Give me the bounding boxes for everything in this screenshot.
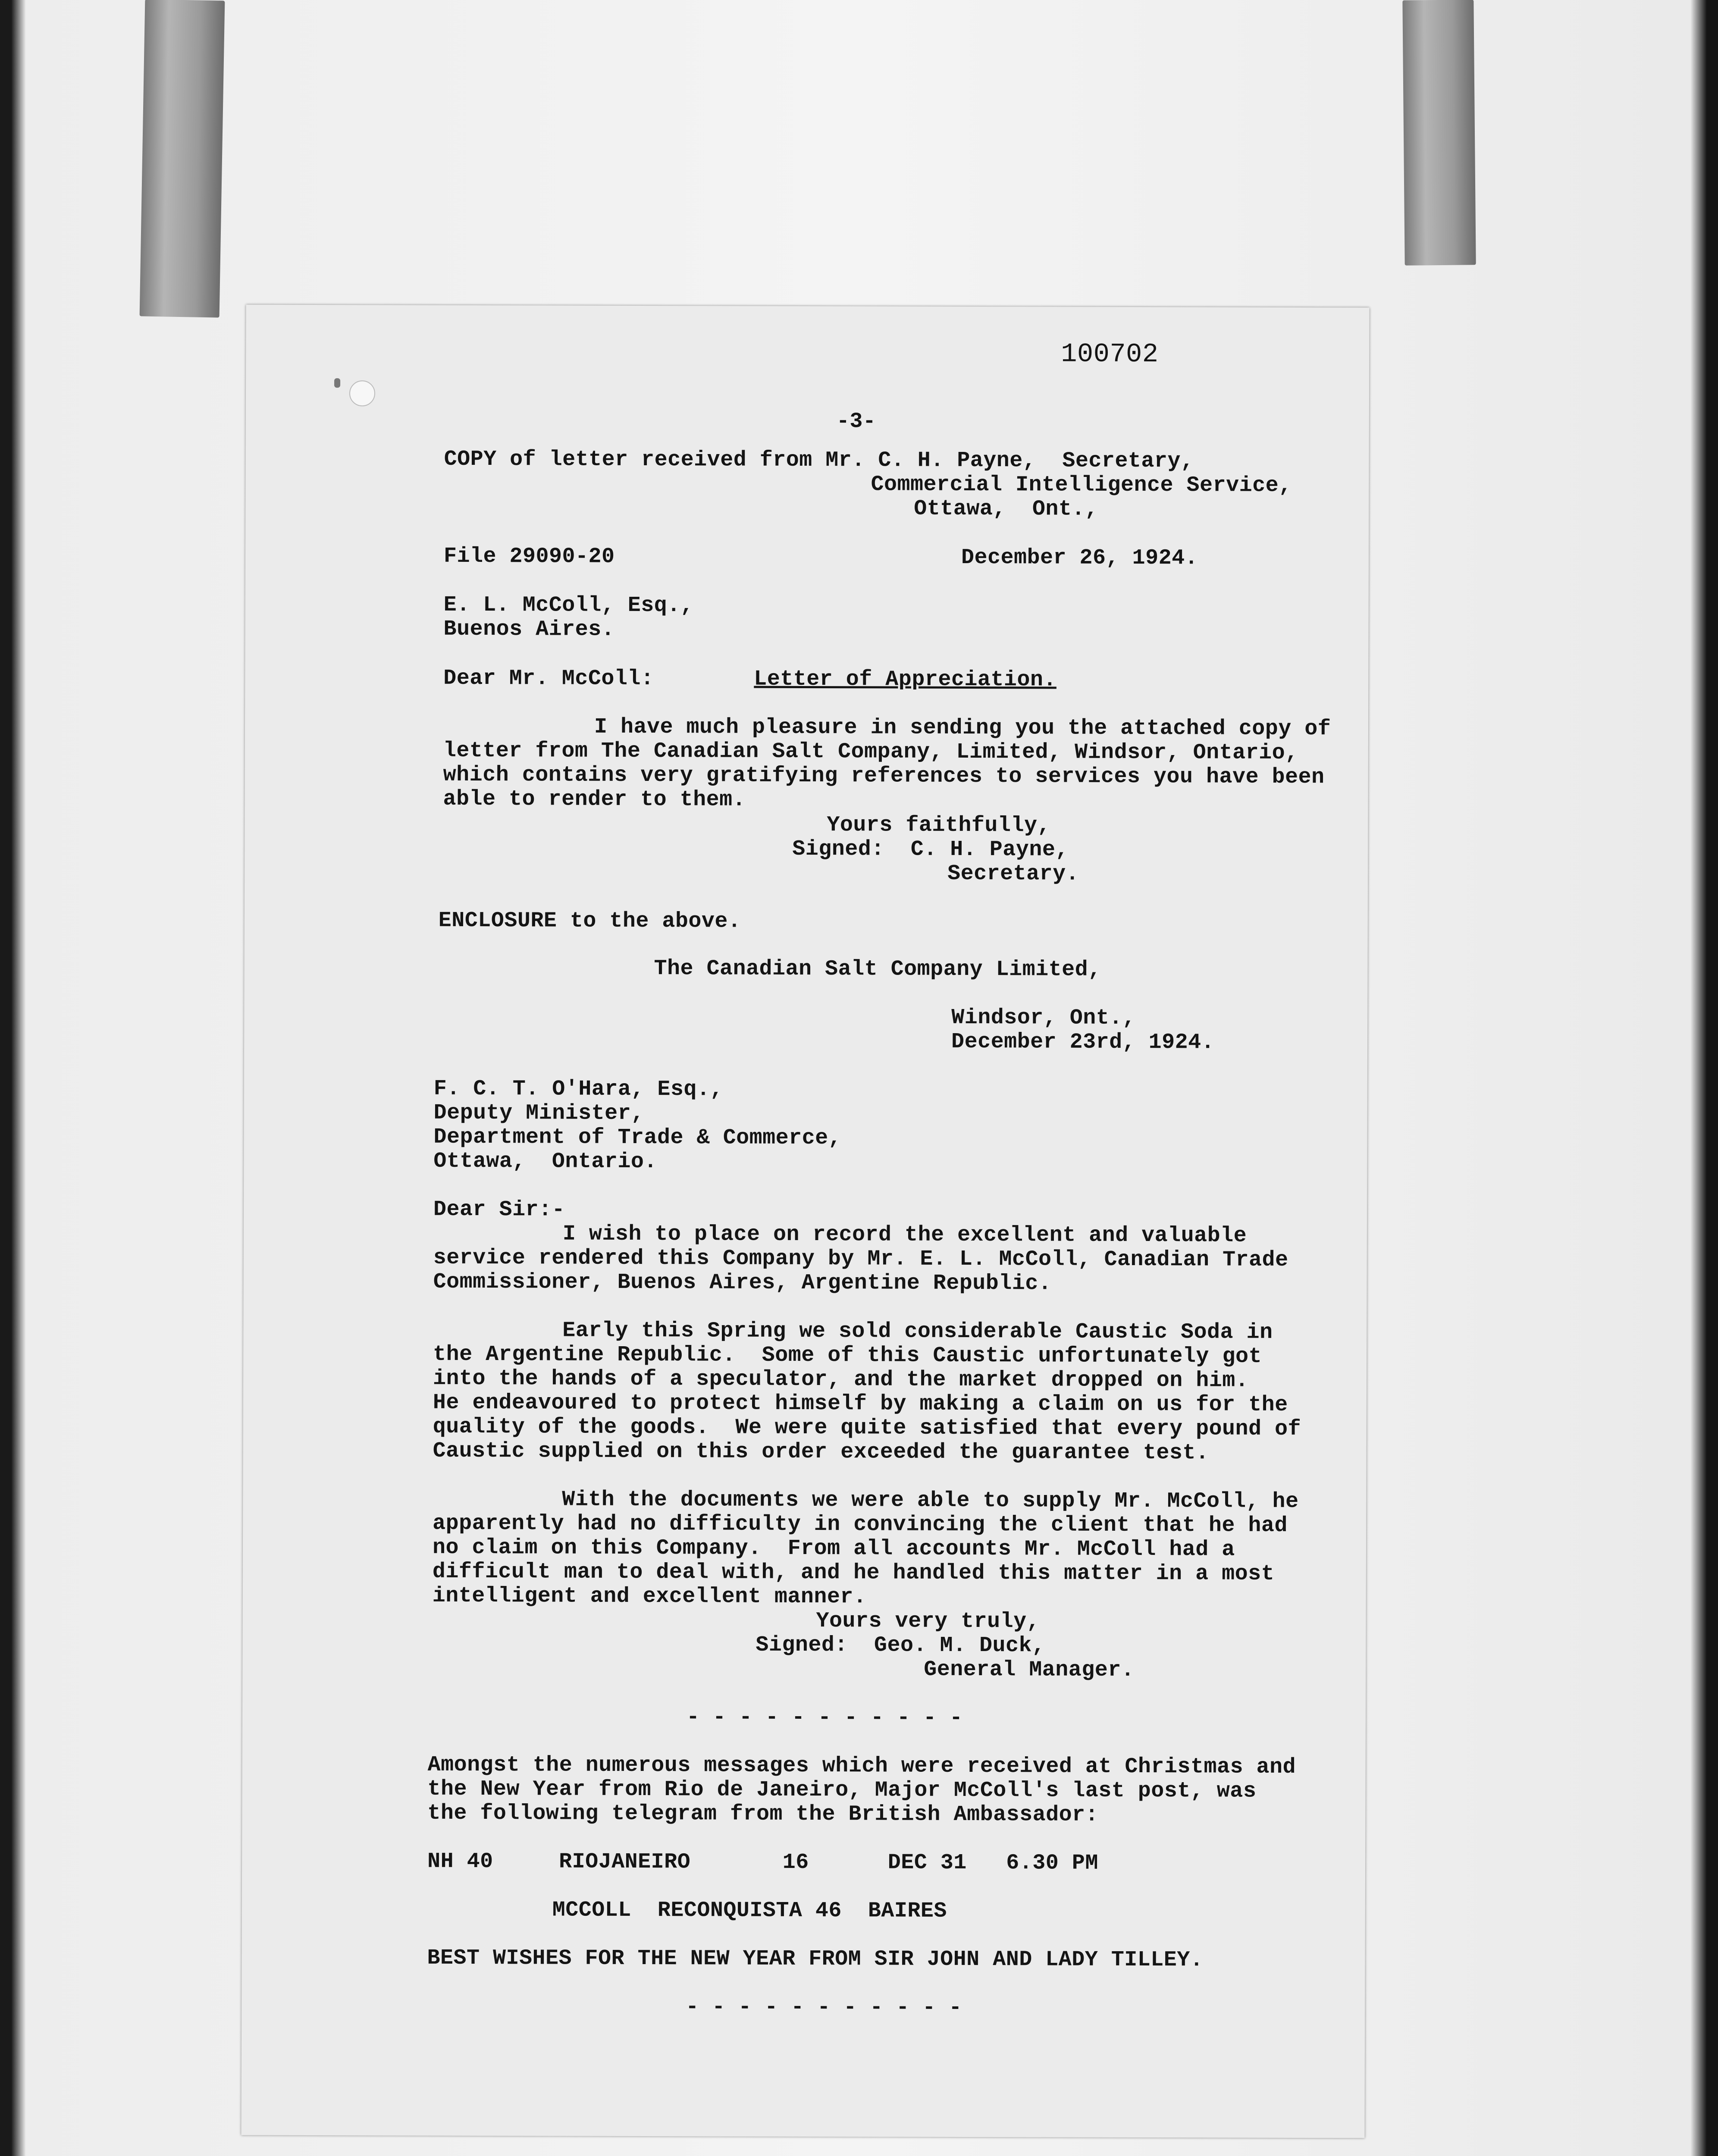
ink-mark: [334, 378, 340, 388]
text-line: apparently had no difficulty in convincing the client that he had: [433, 1511, 1288, 1538]
letter-page: [241, 305, 1369, 2138]
text-line: I wish to place on record the excellent and valuable: [562, 1222, 1247, 1248]
text-line: Amongst the numerous messages which were received at Christmas and: [427, 1752, 1296, 1780]
text-line: I have much pleasure in sending you the attached copy of: [594, 714, 1331, 742]
text-line: COPY of letter received from Mr. C. H. Payne, Secretary,: [444, 447, 1194, 474]
text-line: which contains very gratifying references to services you have been: [443, 762, 1325, 790]
tape-strip-top-right: [1402, 0, 1476, 266]
text-line: Buenos Aires.: [443, 617, 615, 642]
text-line: Commercial Intelligence Service,: [871, 472, 1292, 498]
text-line: letter from The Canadian Salt Company, Limited, Windsor, Ontario,: [443, 738, 1298, 765]
salutation: Dear Mr. McColl:: [443, 666, 654, 692]
dashed-separator: - - - - - - - - - - -: [686, 1705, 963, 1730]
telegram-header: NH 40 RIOJANEIRO 16 DEC 31 6.30 PM: [427, 1849, 1098, 1876]
text-line: the following telegram from the British Ambassador:: [427, 1801, 1099, 1827]
text-line: Early this Spring we sold considerable Caustic Soda in: [562, 1318, 1273, 1345]
text-line: the New Year from Rio de Janeiro, Major McColl's last post, was: [427, 1777, 1257, 1804]
text-line: able to render to them.: [443, 787, 746, 812]
file-number: File 29090-20: [443, 544, 615, 569]
document-number: 100702: [1061, 338, 1159, 370]
text-line: Signed: C. H. Payne,: [792, 837, 1069, 862]
text-line: Caustic supplied on this order exceeded the guarantee test.: [433, 1438, 1209, 1466]
text-line: Yours faithfully,: [827, 813, 1051, 838]
text-line: Secretary.: [947, 861, 1079, 887]
text-line: quality of the goods. We were quite satisfied that every pound of: [433, 1414, 1301, 1442]
text-line: Department of Trade & Commerce,: [433, 1125, 842, 1151]
text-line: Deputy Minister,: [433, 1100, 644, 1126]
punch-hole: [349, 380, 375, 406]
text-line: Ottawa, Ontario.: [433, 1149, 658, 1175]
text-line: service rendered this Company by Mr. E. L. McColl, Canadian Trade: [433, 1245, 1288, 1272]
letter-subject: Letter of Appreciation.: [754, 667, 1057, 693]
tape-strip-top-left: [140, 0, 225, 318]
text-line: Yours very truly,: [816, 1609, 1040, 1634]
salutation: Dear Sir:-: [433, 1197, 565, 1222]
text-line: intelligent and excellent manner.: [432, 1583, 867, 1610]
letter-date: December 26, 1924.: [961, 545, 1198, 571]
telegram-address: MCCOLL RECONQUISTA 46 BAIRES: [552, 1898, 947, 1924]
page-marker: -3-: [836, 409, 876, 434]
enclosure-heading: ENCLOSURE to the above.: [438, 908, 741, 934]
text-line: December 23rd, 1924.: [951, 1029, 1215, 1055]
text-line: Ottawa, Ont.,: [914, 496, 1098, 522]
text-line: Commissioner, Buenos Aires, Argentine Republic.: [433, 1269, 1052, 1296]
text-line: difficult man to deal with, and he handled this matter in a most: [432, 1559, 1275, 1586]
text-line: With the documents we were able to supply Mr. McColl, he: [562, 1487, 1299, 1514]
text-line: E. L. McColl, Esq.,: [443, 592, 694, 618]
text-line: F. C. T. O'Hara, Esq.,: [433, 1076, 723, 1102]
text-line: Windsor, Ont.,: [951, 1005, 1136, 1031]
text-line: General Manager.: [924, 1657, 1135, 1683]
text-line: The Canadian Salt Company Limited,: [654, 956, 1101, 982]
text-line: into the hands of a speculator, and the market dropped on him.: [433, 1366, 1249, 1393]
text-line: He endeavoured to protect himself by making a claim on us for the: [433, 1390, 1288, 1417]
text-line: Signed: Geo. M. Duck,: [756, 1633, 1045, 1658]
dashed-separator: - - - - - - - - - - -: [686, 1995, 962, 2020]
text-line: no claim on this Company. From all accounts Mr. McColl had a: [432, 1535, 1235, 1562]
text-line: the Argentine Republic. Some of this Caustic unfortunately got: [433, 1342, 1262, 1369]
telegram-message: BEST WISHES FOR THE NEW YEAR FROM SIR JOHN AND LADY TILLEY.: [427, 1946, 1204, 1973]
